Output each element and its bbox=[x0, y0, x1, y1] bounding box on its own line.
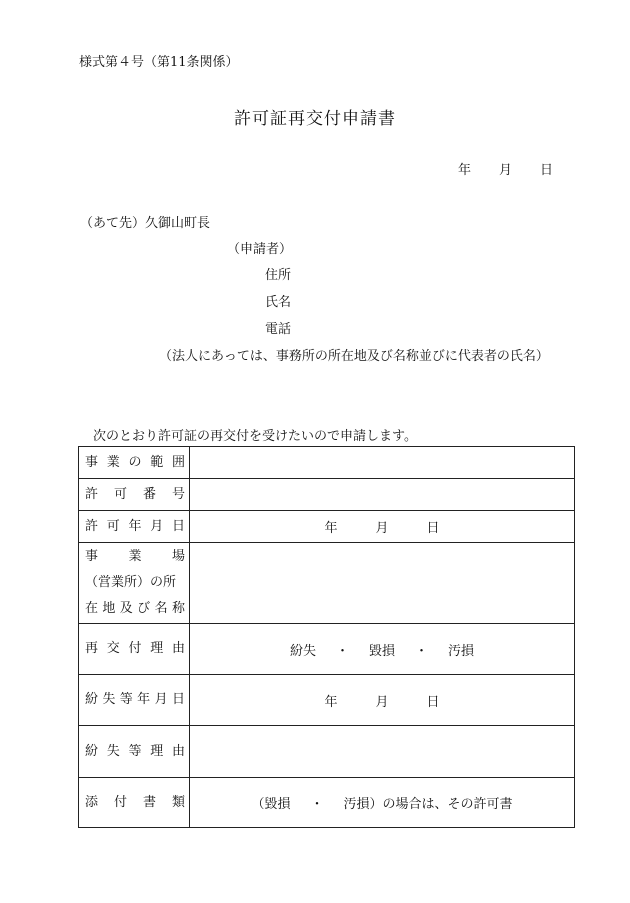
loss-date-month: 月 bbox=[375, 694, 389, 710]
business-site-field[interactable] bbox=[190, 543, 575, 624]
table-row bbox=[79, 624, 575, 675]
loss-date-field[interactable] bbox=[190, 675, 575, 726]
attachments-label: 添 付 書 類 bbox=[79, 778, 190, 828]
permit-number-field[interactable] bbox=[190, 479, 575, 511]
scope-of-business-label: 事 業 の 範 囲 bbox=[79, 447, 190, 479]
document-title: 許可証再交付申請書 bbox=[234, 109, 396, 129]
loss-reason-field[interactable] bbox=[190, 726, 575, 778]
attachments-field[interactable]: （毀損 ・ 汚損）の場合は、その許可書 bbox=[190, 778, 575, 828]
table-row bbox=[79, 675, 575, 726]
permit-date-label: 許 可 年 月 日 bbox=[79, 511, 190, 543]
corporate-note: （法人にあっては、事務所の所在地及び名称並びに代表者の氏名） bbox=[159, 349, 549, 364]
table-row bbox=[79, 511, 575, 543]
applicant-name-label: 氏名 bbox=[265, 295, 292, 310]
reissue-reason-label: 再 交 付 理 由 bbox=[79, 624, 190, 675]
loss-date-day: 日 bbox=[426, 694, 440, 710]
table-row bbox=[79, 447, 575, 479]
permit-date-year: 年 bbox=[324, 521, 338, 536]
reissue-reason-field[interactable]: 紛失 ・ 毀損 ・ 汚損 bbox=[190, 624, 575, 675]
permit-date-month: 月 bbox=[375, 521, 389, 536]
loss-date-label: 紛 失 等 年 月 日 bbox=[79, 675, 190, 726]
table-row bbox=[79, 543, 575, 624]
loss-date-year: 年 bbox=[324, 694, 338, 710]
applicant-label: （申請者） bbox=[227, 242, 293, 257]
application-table bbox=[78, 446, 575, 828]
permit-date-day: 日 bbox=[426, 521, 440, 536]
addressee: （あて先）久御山町長 bbox=[80, 216, 211, 231]
date-month-label: 月 bbox=[499, 163, 513, 178]
business-site-label: 事 業 場 （営業所）の所 在 地 及 び 名 称 bbox=[79, 543, 190, 624]
table-row bbox=[79, 479, 575, 511]
date-day-label: 日 bbox=[540, 163, 554, 178]
permit-date-field[interactable] bbox=[190, 511, 575, 543]
applicant-address-label: 住所 bbox=[265, 268, 292, 283]
date-year-label: 年 bbox=[458, 163, 472, 178]
table-row bbox=[79, 778, 575, 828]
permit-number-label: 許 可 番 号 bbox=[79, 479, 190, 511]
table-row bbox=[79, 726, 575, 778]
scope-of-business-field[interactable] bbox=[190, 447, 575, 479]
form-number: 様式第４号（第11条関係） bbox=[79, 55, 239, 70]
applicant-phone-label: 電話 bbox=[265, 322, 292, 337]
reason-option-lost[interactable]: 紛失 bbox=[289, 643, 316, 659]
intro-sentence: 次のとおり許可証の再交付を受けたいので申請します。 bbox=[93, 429, 417, 444]
loss-reason-label: 紛 失 等 理 由 bbox=[79, 726, 190, 778]
reason-option-damaged[interactable]: 毀損 bbox=[368, 643, 395, 659]
reason-option-soiled[interactable]: 汚損 bbox=[448, 643, 475, 659]
